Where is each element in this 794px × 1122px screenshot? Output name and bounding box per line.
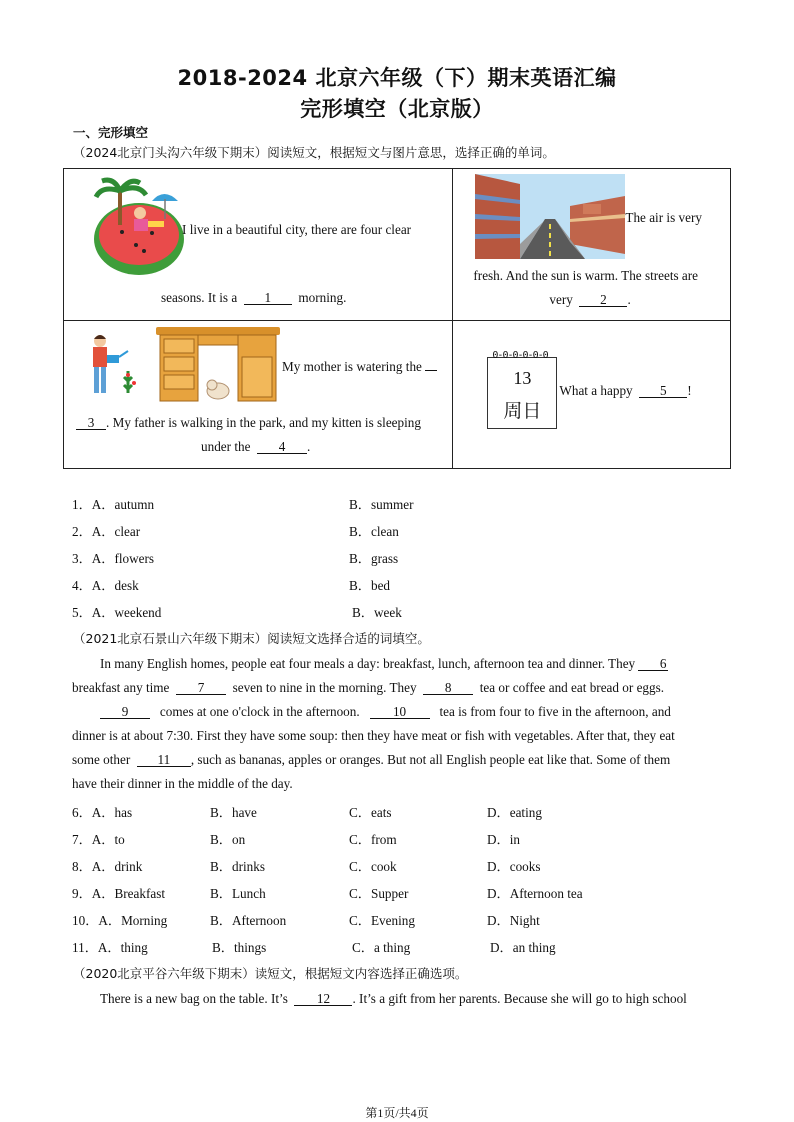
option-b[interactable]: B．drinks — [210, 859, 265, 874]
option-a[interactable]: A．weekend — [91, 605, 162, 620]
option-b[interactable]: B．Afternoon — [210, 913, 287, 928]
cell3-text-a: My mother is watering the — [282, 359, 422, 374]
option-b[interactable]: B．have — [210, 805, 257, 820]
source-note-1: （2024北京门头沟六年级下期末）阅读短文，根据短文与图片意思，选择正确的单词。 — [73, 145, 555, 160]
passage-text: tea is from four to five in the afternoon, and — [439, 704, 671, 719]
q-number: 9． — [72, 886, 92, 901]
option-d[interactable]: D．Night — [487, 913, 540, 928]
blank-5[interactable]: 5 — [639, 384, 687, 398]
passage-text: . It’s a gift from her parents. Because she will go to high school — [352, 991, 687, 1006]
doc-title-line2: 完形填空（北京版） — [300, 97, 494, 121]
option-a[interactable]: A．desk — [91, 578, 139, 593]
calendar-weekday: 周日 — [503, 400, 542, 422]
q-number: 4． — [72, 578, 92, 593]
passage-text: some other — [72, 752, 131, 767]
doc-title-line1: 2018-2024 北京六年级（下）期末英语汇编 — [177, 66, 617, 90]
calendar-icon: 0-0-0-0-0-0 13 周日 — [487, 357, 557, 429]
city-street-image — [475, 174, 625, 259]
blank-11[interactable]: 11 — [137, 753, 191, 767]
passage2-line2 — [72, 676, 723, 700]
option-a[interactable]: A．thing — [97, 940, 148, 955]
cell2-text-c: very — [549, 292, 573, 307]
passage-text: comes at one o'clock in the afternoon. — [159, 704, 360, 719]
blank-4[interactable]: 4 — [257, 440, 307, 454]
watering-mother-image — [86, 331, 144, 397]
option-d[interactable]: D．in — [487, 832, 520, 847]
option-d[interactable]: D．eating — [487, 805, 542, 820]
blank-2[interactable]: 2 — [579, 293, 627, 307]
cell-1 — [64, 169, 453, 321]
option-b[interactable]: B．clean — [349, 524, 399, 539]
cell2-text-b: fresh. And the sun is warm. The streets are — [473, 268, 699, 283]
q-number: 8． — [72, 859, 92, 874]
cell-4 — [453, 321, 731, 469]
option-c[interactable]: C．eats — [349, 805, 392, 820]
option-a[interactable]: A．Breakfast — [91, 886, 166, 901]
option-b[interactable]: B．Lunch — [210, 886, 266, 901]
desk-image — [156, 327, 280, 403]
q-number: 5． — [72, 605, 92, 620]
blank-6[interactable]: 6 — [638, 657, 668, 671]
passage-text: There is a new bag on the table. It’s — [100, 991, 288, 1006]
passage-text: In many English homes, people eat four meals a day: breakfast, lunch, afternoon tea and dinner. They — [100, 656, 636, 671]
cell-2: The air is very fresh. And the sun is warm. The streets are very 2 . — [453, 169, 731, 321]
option-a[interactable]: A．drink — [91, 859, 143, 874]
option-d[interactable]: D．cooks — [487, 859, 541, 874]
option-a[interactable]: A．to — [91, 832, 125, 847]
blank-12[interactable]: 12 — [294, 992, 352, 1006]
q-number: 1． — [72, 497, 92, 512]
option-c[interactable]: C．cook — [349, 859, 397, 874]
option-a[interactable]: A．clear — [91, 524, 141, 539]
q-number: 7． — [72, 832, 92, 847]
passage2-line5 — [72, 748, 723, 772]
cell1-text-a: I live in a beautiful city, there are four clear — [182, 222, 412, 237]
page-footer: 第1页/共4页 — [365, 1106, 429, 1120]
blank-7[interactable]: 7 — [176, 681, 226, 695]
cell1-text-b: seasons. It is a — [161, 290, 238, 305]
option-c[interactable]: C．Evening — [349, 913, 415, 928]
q-number: 11． — [72, 940, 98, 955]
option-b[interactable]: B．grass — [349, 551, 399, 566]
cell3-text-b: . My father is walking in the park, and my kitten is sleeping — [106, 415, 421, 430]
source-note-2: （2021北京石景山六年级下期末）阅读短文选择合适的词填空。 — [73, 631, 430, 646]
option-b[interactable]: B．on — [210, 832, 246, 847]
cell3-text-c: under the — [201, 439, 251, 454]
option-c[interactable]: C．Supper — [349, 886, 409, 901]
option-d[interactable]: D．Afternoon tea — [487, 886, 583, 901]
calendar-day: 13 — [513, 368, 532, 388]
section-heading: 一、完形填空 — [73, 125, 149, 140]
source-note-3: （2020北京平谷六年级下期末）读短文，根据短文内容选择正确选项。 — [73, 966, 468, 981]
option-c[interactable]: C．from — [349, 832, 397, 847]
q-number: 3． — [72, 551, 92, 566]
option-b[interactable]: B．things — [212, 940, 267, 955]
option-b[interactable]: B．bed — [349, 578, 391, 593]
passage2-line3 — [100, 700, 723, 724]
passage2-line6: have their dinner in the middle of the day. — [72, 776, 293, 791]
option-a[interactable]: A．has — [91, 805, 133, 820]
passage-text: tea or coffee and eat bread or eggs. — [479, 680, 665, 695]
option-b[interactable]: B．week — [352, 605, 402, 620]
cell-3: My mother is watering the 3 . My father is walking in the park, and my kitten is sleeping under the 4 . — [64, 321, 453, 469]
option-a[interactable]: A．Morning — [98, 913, 168, 928]
blank-9[interactable]: 9 — [100, 705, 150, 719]
option-d[interactable]: D．an thing — [490, 940, 556, 955]
cell1-text-c: morning. — [298, 290, 347, 305]
blank-8[interactable]: 8 — [423, 681, 473, 695]
q-number: 6． — [72, 805, 92, 820]
cell4-text-b: ! — [687, 383, 692, 398]
option-c[interactable]: C．a thing — [352, 940, 411, 955]
picture-table — [63, 168, 731, 469]
cell2-text-a: The air is very — [625, 210, 702, 225]
cell4-text-a: What a happy — [559, 383, 633, 398]
passage2-line1 — [100, 652, 723, 676]
blank-10[interactable]: 10 — [370, 705, 430, 719]
blank-3[interactable]: 3 — [76, 416, 106, 430]
option-a[interactable]: A．flowers — [91, 551, 155, 566]
passage3-line1 — [100, 987, 723, 1011]
q-number: 10． — [72, 913, 99, 928]
passage-text: seven to nine in the morning. They — [232, 680, 417, 695]
blank-1[interactable]: 1 — [244, 291, 292, 305]
option-a[interactable]: A．autumn — [91, 497, 155, 512]
q-number: 2． — [72, 524, 92, 539]
passage-text: , such as bananas, apples or oranges. But not all English people eat like that. Some of them — [190, 752, 671, 767]
passage2-line4: dinner is at about 7:30. First they have some soup: then they have meat or fish with vegetables. After that, they eat — [72, 728, 675, 743]
option-b[interactable]: B．summer — [349, 497, 414, 512]
watermelon-island-image — [92, 177, 187, 277]
passage-text: breakfast any time — [72, 680, 170, 695]
